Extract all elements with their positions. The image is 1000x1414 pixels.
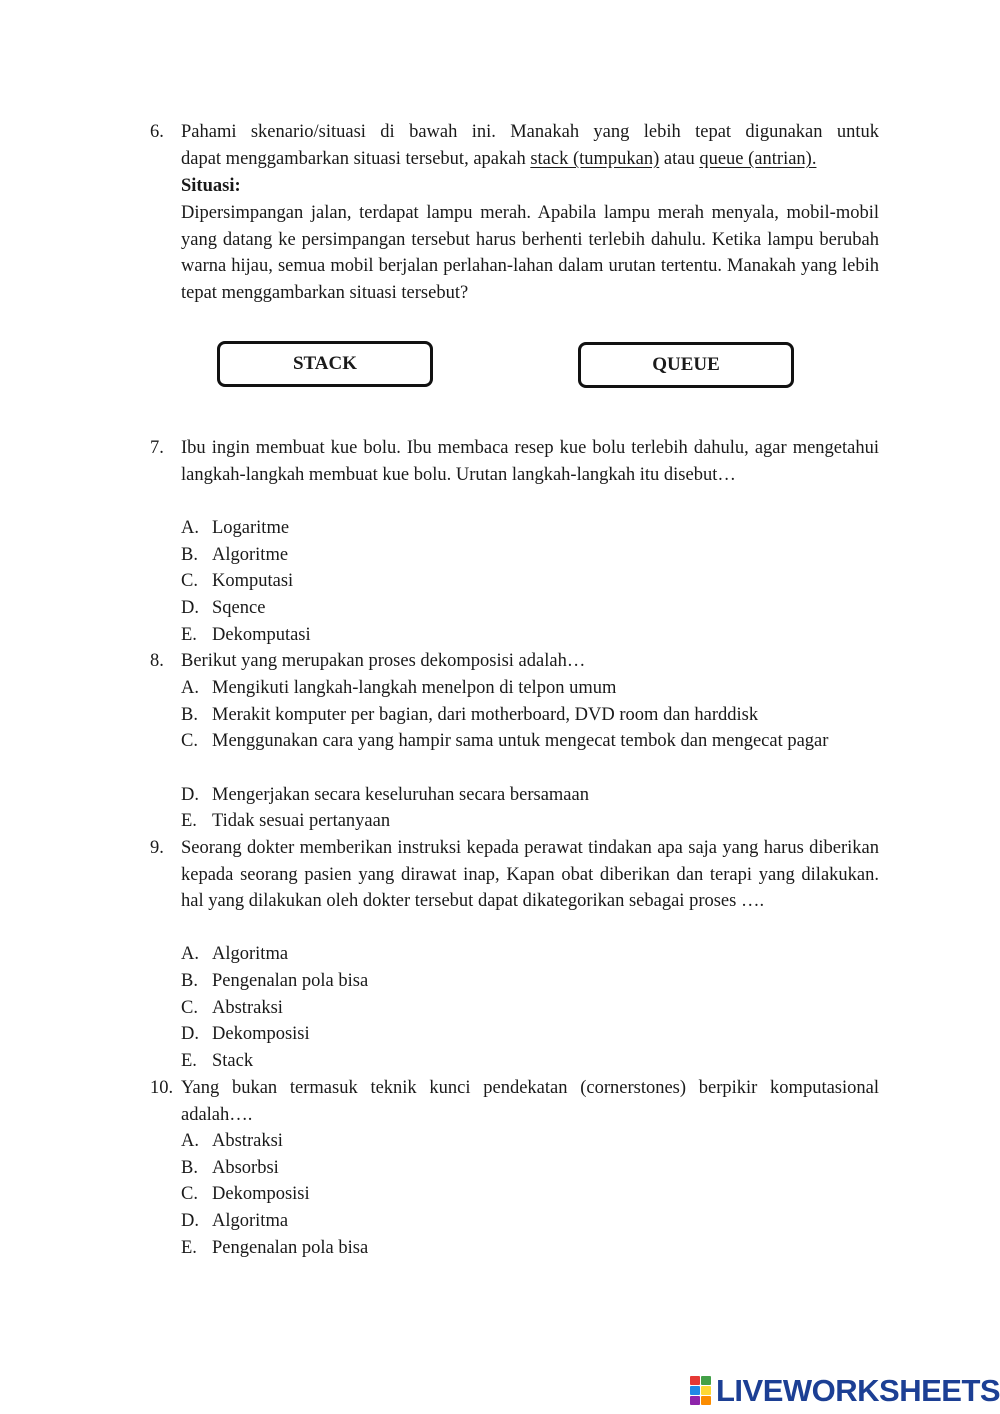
option-text: Dekomputasi bbox=[212, 625, 311, 645]
option-text: Abstraksi bbox=[212, 1131, 283, 1151]
logo-icon bbox=[690, 1376, 712, 1406]
question-6-line-2-or: atau bbox=[659, 149, 700, 169]
question-6-line-2-text: dapat menggambarkan situasi tersebut, apakah bbox=[181, 149, 531, 169]
option-letter: D. bbox=[181, 785, 199, 805]
option-text: Komputasi bbox=[212, 571, 294, 591]
option-text: Dekomposisi bbox=[212, 1024, 310, 1044]
option-text: Algoritma bbox=[212, 1211, 289, 1231]
option-text: Merakit komputer per bagian, dari motherboard, DVD room dan harddisk bbox=[212, 705, 759, 725]
option-letter: D. bbox=[181, 1024, 199, 1044]
logo-tile bbox=[701, 1396, 711, 1405]
question-8-number: 8. bbox=[150, 651, 164, 671]
question-6-line-2 bbox=[181, 146, 879, 173]
question-9-text: Seorang dokter memberikan instruksi kepada perawat tindakan apa saja yang harus diberikan kepada seorang pasien yang dirawat inap, Kapan obat diberikan dan terapi yang dilakukan. hal yang dilakukan oleh dokter tersebut dapat dikategorikan sebagai proses …. bbox=[181, 838, 879, 912]
option-text: Algoritme bbox=[212, 545, 289, 565]
option-letter: E. bbox=[181, 811, 197, 831]
option-letter: D. bbox=[181, 598, 199, 618]
question-6-line-1: Pahami skenario/situasi di bawah ini. Manakah yang lebih tepat digunakan untuk bbox=[181, 122, 879, 142]
question-7-text: Ibu ingin membuat kue bolu. Ibu membaca resep kue bolu terlebih dahulu, agar mengetahui langkah-langkah membuat kue bolu. Urutan langkah-langkah itu disebut… bbox=[181, 438, 879, 485]
option-text: Algoritma bbox=[212, 944, 289, 964]
queue-term: queue (antrian). bbox=[699, 149, 817, 169]
option-letter: B. bbox=[181, 545, 198, 565]
option-letter: A. bbox=[181, 944, 199, 964]
question-8-text: Berikut yang merupakan proses dekomposisi adalah… bbox=[181, 651, 586, 671]
question-9-number: 9. bbox=[150, 838, 164, 858]
option-letter: A. bbox=[181, 678, 199, 698]
option-letter: B. bbox=[181, 705, 198, 725]
option-letter: A. bbox=[181, 1131, 199, 1151]
logo-tile bbox=[701, 1376, 711, 1385]
option-letter: B. bbox=[181, 1158, 198, 1178]
option-letter: B. bbox=[181, 971, 198, 991]
question-10-number: 10. bbox=[150, 1078, 174, 1098]
option-text: Stack bbox=[212, 1051, 254, 1071]
option-letter: A. bbox=[181, 518, 199, 538]
option-text: Dekomposisi bbox=[212, 1184, 310, 1204]
logo-tile bbox=[690, 1376, 700, 1385]
option-letter: C. bbox=[181, 1184, 198, 1204]
option-letter: C. bbox=[181, 571, 198, 591]
situasi-text: Dipersimpangan jalan, terdapat lampu merah. Apabila lampu merah menyala, mobil-mobil yang datang ke persimpangan tersebut harus berhenti terlebih dahulu. Ketika lampu berubah warna hijau, semua mobil berjalan perlahan-lahan dalam urutan tertentu. Manakah yang lebih tepat menggambarkan situasi tersebut? bbox=[181, 203, 879, 303]
option-letter: E. bbox=[181, 1051, 197, 1071]
option-text: Absorbsi bbox=[212, 1158, 279, 1178]
question-10-text: Yang bukan termasuk teknik kunci pendekatan (cornerstones) berpikir komputasional adalah…. bbox=[181, 1078, 879, 1125]
option-letter: E. bbox=[181, 1238, 197, 1258]
logo-tile bbox=[701, 1386, 711, 1395]
stack-term: stack (tumpukan) bbox=[530, 149, 660, 169]
option-text: Logaritme bbox=[212, 518, 290, 538]
situasi-label: Situasi: bbox=[181, 176, 241, 196]
option-text: Mengikuti langkah-langkah menelpon di telpon umum bbox=[212, 678, 617, 698]
option-letter: C. bbox=[181, 731, 198, 751]
logo-tile bbox=[690, 1386, 700, 1395]
option-text: Pengenalan pola bisa bbox=[212, 971, 369, 991]
option-text: Mengerjakan secara keseluruhan secara bersamaan bbox=[212, 785, 589, 805]
question-7-number: 7. bbox=[150, 438, 164, 458]
liveworksheets-logo bbox=[690, 1373, 1000, 1409]
option-letter: E. bbox=[181, 625, 197, 645]
option-letter: D. bbox=[181, 1211, 199, 1231]
logo-text: LIVEWORKSHEETS bbox=[716, 1373, 1000, 1408]
option-text: Sqence bbox=[212, 598, 266, 618]
question-6-number: 6. bbox=[150, 122, 164, 142]
queue-choice-button[interactable]: QUEUE bbox=[578, 342, 794, 388]
logo-tile bbox=[690, 1396, 700, 1405]
option-text: Menggunakan cara yang hampir sama untuk mengecat tembok dan mengecat pagar bbox=[212, 731, 829, 751]
option-letter: C. bbox=[181, 998, 198, 1018]
stack-choice-button[interactable]: STACK bbox=[217, 341, 433, 387]
option-text: Tidak sesuai pertanyaan bbox=[212, 811, 391, 831]
option-text: Abstraksi bbox=[212, 998, 283, 1018]
option-text: Pengenalan pola bisa bbox=[212, 1238, 369, 1258]
